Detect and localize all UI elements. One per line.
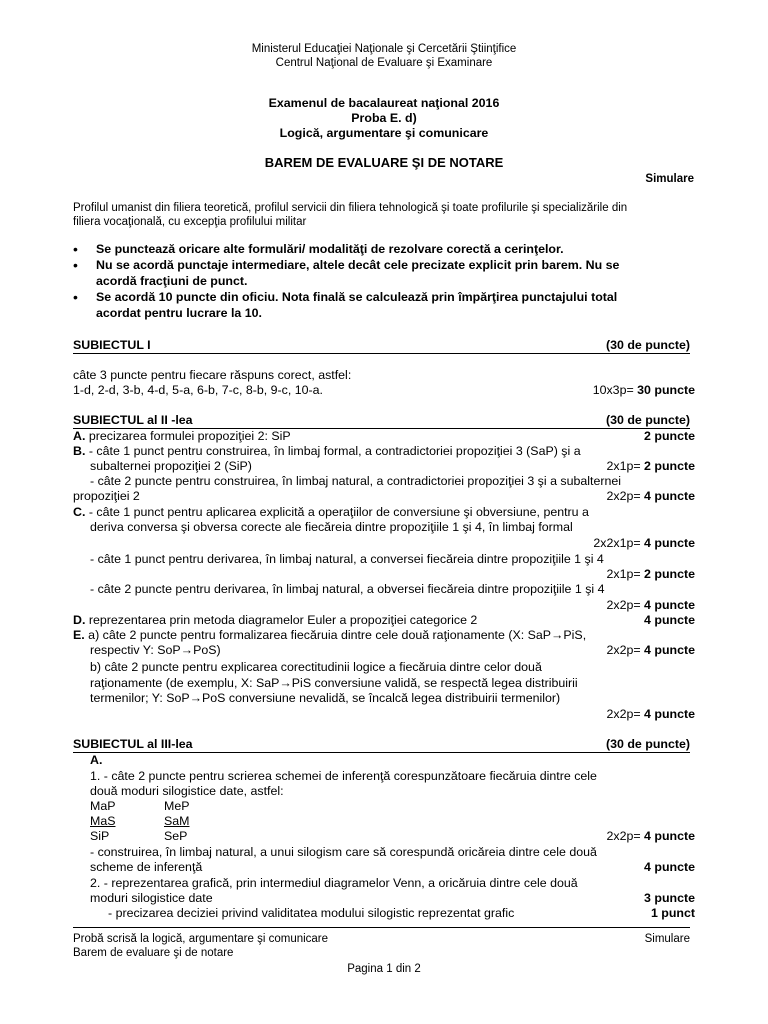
section-1-heading [73,338,690,354]
s3-p2-line-2: moduri silogistice date 3 puncte [90,891,695,905]
barem-title: BAREM DE EVALUARE ŞI DE NOTARE [264,155,504,170]
s2-item-c-line-4: - câte 2 puncte pentru derivarea, în limbaj natural, a obversei fiecăreia dintre propoziţiile 1 şi 4 [90,582,605,596]
center-name: Centrul Naţional de Evaluare şi Examinare [275,57,493,69]
s1-answer-list: 1-d, 2-d, 3-b, 4-d, 5-a, 6-b, 7-c, 8-b, 9-c, 10-a. [73,383,323,397]
scheme-row-3: SiP SeP 2x2p= 4 puncte [90,829,695,843]
scheme-row-1: MaP MeP [90,799,190,813]
s2-item-b-line-2: subalternei propoziţiei 2 (SiP) 2x1p= 2 puncte [90,459,695,473]
section-2-points: (30 de puncte) [606,413,690,427]
s2-item-e-line-5: termenilor; Y: SoP→PoS conversiune nevalidă, se încalcă legea distribuirii termenilor) [90,691,561,705]
s2-item-e-line-4: raţionamente (de exemplu, X: SaP→PiS conversiune validă, se respectă legea distribuirii [90,676,578,690]
s3-p2-line-1: 2. - reprezentarea grafică, prin intermediul diagramelor Venn, a oricăruia dintre cele două [90,876,578,890]
s1-answers [73,383,695,398]
s1-score: 10x3p= 30 puncte [592,383,695,397]
s2-item-c-line-3: - câte 1 punct pentru derivarea, în limbaj natural, a conversei fiecăreia dintre propoziţiile 1 şi 4 [90,552,604,566]
document-page: Ministerul Educaţiei Naţionale şi Cercetării Ştiinţifice Centrul Naţional de Evaluare şi Examinare Examenul de bacalaureat naţional 2016 Proba E. d) Logică, argumentare şi comunicare BAREM DE EVALUARE ŞI DE NOTARE Simulare Profilul umanist din filiera teoretică, profilul servicii din filiera tehnologică şi toate profilurile şi specializările din filiera vocaţională, cu excepţia profilului militar • Se punctează oricare alte formulări/ modalităţi de rezolvare corectă a cerinţelor. • Nu se acordă punctaje intermediare, altele decât cele precizate explicit prin barem. Nu se acordă fracţiuni de punct. • Se acordă 10 puncte din oficiu. Nota finală se calculează prin împărţirea punctajului total acordat pentru lucrare la 10. SUBIECTUL I (30 de puncte) câte 3 puncte pentru fiecare răspuns corect, astfel: 1-d, 2-d, 3-b, 4-d, 5-a, 6-b, 7-c, 8-b, 9-c, 10-a. 10x3p= 30 puncte SUBIECTUL al II -lea (30 de puncte) A. precizarea formulei propoziţiei 2: SiP 2 puncte B. - câte 1 punct pentru construirea, în limbaj formal, a contradictoriei propoziţiei 3 (SaP) şi a subalternei propoziţiei 2 (SiP) 2x1p= 2 puncte - câte 2 puncte pentru construirea, în limbaj natural, a contradictoriei propoziţiei 3 şi a subalternei propoziţiei 2 2x2p= 4 puncte C. - câte 1 punct pentru aplicarea explicită a operaţiilor de conversiune şi obversiune, pentru a deriva conversa şi obversa corecte ale fiecăreia dintre propoziţiile 1 şi 4, în limbaj formal 2x2x1p= 4 puncte - câte 1 punct pentru derivarea, în limbaj natural, a conversei fiecăreia dintre propoziţiile 1 şi 4 2x1p= 2 puncte - câte 2 puncte pentru derivarea, în limbaj natural, a obversei fiecăreia dintre propoziţiile 1 şi 4 2x2p= 4 puncte D. reprezentarea prin metoda diagramelor Euler a propoziţiei categorice 2 4 puncte E. a) câte 2 puncte pentru formalizarea fiecăruia dintre cele două raţionamente (X: SaP→PiS, respectiv Y: SoP→PoS) 2x2p= 4 puncte b) câte 2 puncte pentru explicarea corectitudinii logice a fiecăruia dintre celor două raţionamente (de exemplu, X: SaP→PiS conversiune validă, se respectă legea distribuirii termenilor; Y: SoP→PoS conversiune nevalidă, se încalcă legea distribuirii termenilor) 2x2p= 4 puncte SUBIECTUL al III-lea (30 de puncte) A. 1. - câte 2 puncte pentru scrierea schemei de inferenţă corespunzătoare fiecăruia dintre cele două moduri silogistice date, astfel: MaP MeP MaS SaM SiP SeP 2x2p= 4 puncte - construirea, în limbaj natural, a unui silogism care să corespundă oricăreia dintre cele două scheme de inferenţă 4 puncte 2. - reprezentarea grafică, prin intermediul diagramelor Venn, a oricăruia dintre cele două moduri silogistice date 3 puncte - precizarea deciziei privind validitatea modului silogistic reprezentat grafic 1 punct Probă scrisă la logică, argumentare şi comunicare Simulare Barem de evaluare şi de notare Pagina 1 din 2 [0,0,768,1024]
rule-2: Nu se acordă punctaje intermediare, altele decât cele precizate explicit prin barem. Nu se acordă fracţiuni de punct. [96,258,620,288]
s2-item-e-line-1: E. a) câte 2 puncte pentru formalizarea fiecăruia dintre cele două raţionamente (X: SaP→PiS, [73,628,587,642]
footer-divider [73,927,690,928]
ministry-name: Ministerul Educaţiei Naţionale şi Cercetării Ştiinţifice [251,43,517,55]
proba-title: Proba E. d) [351,111,417,125]
s3-p1-line-1: 1. - câte 2 puncte pentru scrierea schemei de inferenţă corespunzătoare fiecăruia dintre cele [90,769,597,783]
section-1-points: (30 de puncte) [606,338,690,352]
exam-title: Examenul de bacalaureat naţional 2016 [268,96,500,110]
s3-p1-line-4: scheme de inferenţă 4 puncte [90,860,695,874]
s2-item-b-line-4: propoziţiei 2 2x2p= 4 puncte [73,489,695,503]
s3-p1-line-3: - construirea, în limbaj natural, a unui silogism care să corespundă oricăreia dintre cele două [90,845,597,859]
s2-item-e-line-3: b) câte 2 puncte pentru explicarea corectitudinii logice a fiecăruia dintre celor două [90,660,542,674]
simulare-label: Simulare [645,173,694,185]
section-2-title: SUBIECTUL al II -lea [73,413,193,427]
footer-line-2: Barem de evaluare şi de notare [73,947,234,959]
section-3-points: (30 de puncte) [606,737,690,751]
s1-instruction: câte 3 puncte pentru fiecare răspuns corect, astfel: [73,368,352,382]
s2-item-b-line-3: - câte 2 puncte pentru construirea, în limbaj natural, a contradictoriei propoziţiei 3 şi a subalternei [90,474,622,488]
bullet-icon: • [73,257,78,273]
rule-1: Se punctează oricare alte formulări/ modalităţi de rezolvare corectă a cerinţelor. [96,242,564,256]
page-number: Pagina 1 din 2 [347,963,421,975]
s3-p1-line-2: două moduri silogistice date, astfel: [90,784,284,798]
footer-line-1: Probă scrisă la logică, argumentare şi comunicare Simulare [73,933,690,945]
bullet-icon: • [73,289,78,305]
section-2-heading [73,413,690,429]
s2-item-b-line-1: B. - câte 1 punct pentru construirea, în limbaj formal, a contradictoriei propoziţiei 3 (SaP) şi a [73,444,581,458]
section-1-title: SUBIECTUL I [73,338,151,352]
section-3-title: SUBIECTUL al III-lea [73,737,193,751]
section-3-heading [73,737,690,753]
s2-item-c-line-2: deriva conversa şi obversa corecte ale fiecăreia dintre propoziţiile 1 şi 4, în limbaj formal [90,520,573,534]
s2-item-c-line-1: C. - câte 1 punct pentru aplicarea explicită a operaţiilor de conversiune şi obversiune, pentru a [73,505,589,519]
scheme-row-2: MaS SaM [90,814,190,828]
bullet-icon: • [73,241,78,257]
rule-3: Se acordă 10 puncte din oficiu. Nota finală se calculează prin împărţirea punctajului total acordat pentru lucrare la 10. [96,290,618,320]
subject-title: Logică, argumentare şi comunicare [279,126,489,140]
s2-item-a: A. precizarea formulei propoziţiei 2: SiP 2 puncte [73,429,695,443]
s3-part-a-label: A. [90,753,103,767]
profile-line-1: Profilul umanist din filiera teoretică, profilul servicii din filiera tehnologică şi toate profilurile şi specializările din [73,202,628,214]
s3-p2-line-3: - precizarea deciziei privind validitatea modului silogistic reprezentat grafic 1 punct [108,906,695,920]
s2-item-d: D. reprezentarea prin metoda diagramelor Euler a propoziţiei categorice 2 4 puncte [73,613,695,627]
profile-line-2: filiera vocaţională, cu excepţia profilului militar [73,216,307,228]
s2-item-e-line-2: respectiv Y: SoP→PoS) 2x2p= 4 puncte [90,643,695,657]
